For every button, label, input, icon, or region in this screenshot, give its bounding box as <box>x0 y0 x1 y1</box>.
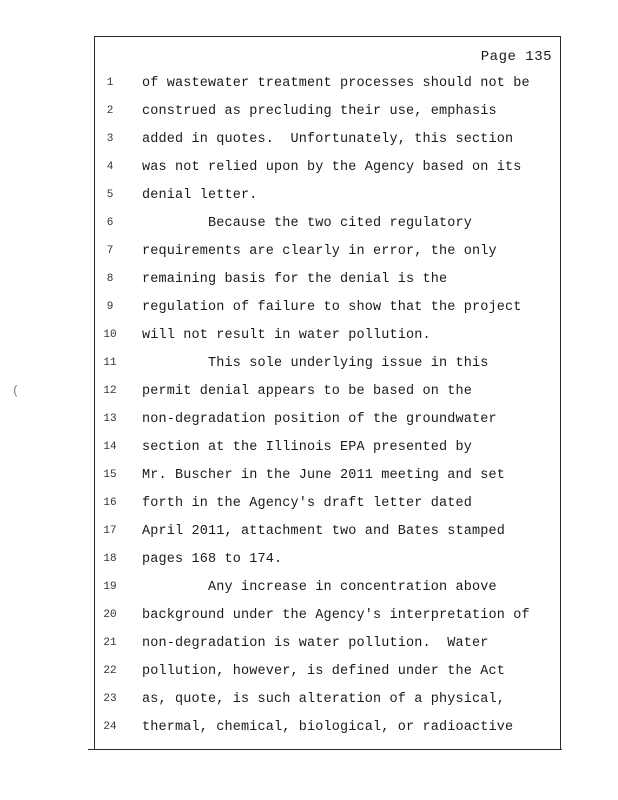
transcript-line <box>95 97 560 125</box>
transcript-line <box>95 153 560 181</box>
line-number: 16 <box>103 497 117 509</box>
line-number: 11 <box>103 357 117 369</box>
transcript-line <box>95 713 560 741</box>
line-number: 13 <box>103 413 117 425</box>
transcript-line <box>95 349 560 377</box>
transcript-line <box>95 405 560 433</box>
transcript-page <box>94 36 561 750</box>
line-number: 7 <box>106 245 114 257</box>
stray-margin-mark: ( <box>12 384 20 398</box>
line-text: non-degradation position of the groundwater <box>142 411 497 427</box>
line-number: 18 <box>103 553 117 565</box>
line-number: 17 <box>103 525 117 537</box>
line-number: 14 <box>103 441 117 453</box>
line-number: 8 <box>106 273 114 285</box>
line-number: 15 <box>103 469 117 481</box>
line-number: 22 <box>103 665 117 677</box>
line-text: was not relied upon by the Agency based on its <box>142 159 522 175</box>
transcript-line <box>95 433 560 461</box>
transcript-line <box>95 377 560 405</box>
line-text: remaining basis for the denial is the <box>142 271 448 287</box>
transcript-line <box>95 69 560 97</box>
line-number: 2 <box>106 105 114 117</box>
line-text: Any increase in concentration above <box>208 579 497 595</box>
line-text: construed as precluding their use, emphasis <box>142 103 497 119</box>
line-number: 24 <box>103 721 117 733</box>
transcript-line <box>95 629 560 657</box>
line-text: regulation of failure to show that the project <box>142 299 522 315</box>
line-text: will not result in water pollution. <box>142 327 431 343</box>
line-text: permit denial appears to be based on the <box>142 383 473 399</box>
transcript-line <box>95 601 560 629</box>
line-number: 23 <box>103 693 117 705</box>
transcript-line <box>95 125 560 153</box>
line-number: 1 <box>106 77 114 89</box>
transcript-line <box>95 489 560 517</box>
line-number: 4 <box>106 161 114 173</box>
line-text: forth in the Agency's draft letter dated <box>142 495 473 511</box>
line-text: Mr. Buscher in the June 2011 meeting and set <box>142 467 506 483</box>
line-text: added in quotes. Unfortunately, this section <box>142 131 514 147</box>
line-number: 21 <box>103 637 117 649</box>
line-number: 20 <box>103 609 117 621</box>
transcript-line <box>95 657 560 685</box>
line-text: Because the two cited regulatory <box>208 215 473 231</box>
transcript-line <box>95 265 560 293</box>
transcript-line <box>95 293 560 321</box>
transcript-line <box>95 517 560 545</box>
transcript-line <box>95 461 560 489</box>
transcript-line <box>95 545 560 573</box>
transcript-line <box>95 237 560 265</box>
line-text: pollution, however, is defined under the Act <box>142 663 506 679</box>
transcript-line <box>95 209 560 237</box>
line-number: 3 <box>106 133 114 145</box>
line-text: of wastewater treatment processes should not be <box>142 75 530 91</box>
line-number: 6 <box>106 217 114 229</box>
page-number: Page 135 <box>480 49 552 65</box>
line-number: 12 <box>103 385 117 397</box>
line-number: 9 <box>106 301 114 313</box>
transcript-line <box>95 685 560 713</box>
line-text: pages 168 to 174. <box>142 551 283 567</box>
transcript-line <box>95 321 560 349</box>
transcript-line <box>95 573 560 601</box>
transcript-line <box>95 181 560 209</box>
page-bottom-rule <box>88 749 562 750</box>
line-text: as, quote, is such alteration of a physical, <box>142 691 506 707</box>
line-text: thermal, chemical, biological, or radioactive <box>142 719 514 735</box>
line-number: 10 <box>103 329 117 341</box>
line-text: This sole underlying issue in this <box>208 355 489 371</box>
line-number: 5 <box>106 189 114 201</box>
line-number: 19 <box>103 581 117 593</box>
line-text: section at the Illinois EPA presented by <box>142 439 473 455</box>
line-text: denial letter. <box>142 187 258 203</box>
line-text: April 2011, attachment two and Bates stamped <box>142 523 506 539</box>
line-text: non-degradation is water pollution. Water <box>142 635 489 651</box>
line-text: background under the Agency's interpretation of <box>142 607 530 623</box>
line-text: requirements are clearly in error, the only <box>142 243 497 259</box>
